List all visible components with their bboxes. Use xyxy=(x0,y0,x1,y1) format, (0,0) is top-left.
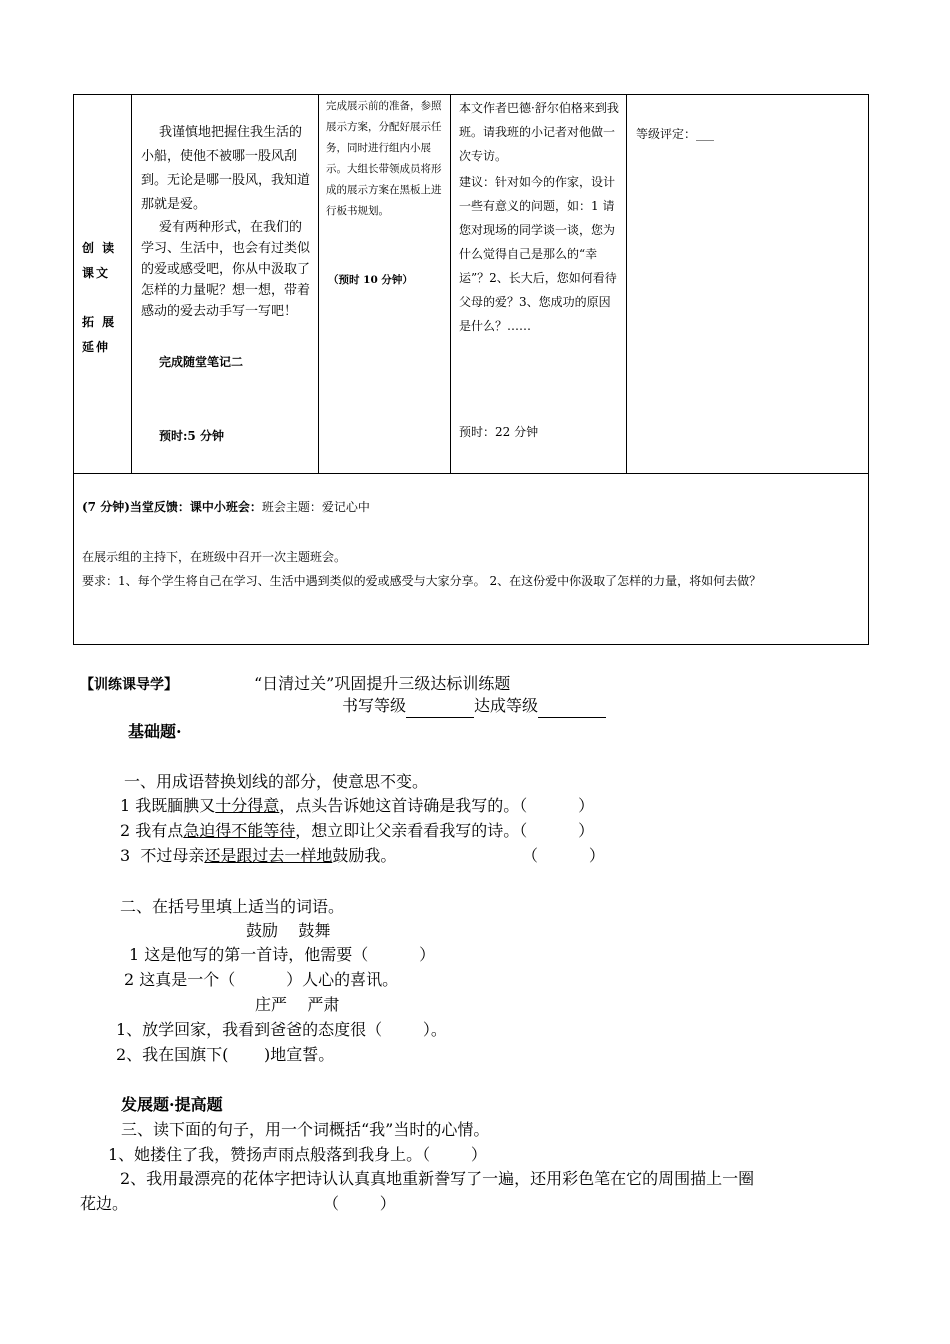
grade-line xyxy=(342,694,606,718)
answer-paren[interactable]: （ ） xyxy=(323,1194,396,1213)
basic-section-heading: 基础题· xyxy=(128,722,182,741)
table-col-divider xyxy=(626,94,627,474)
time-estimate: 预时:5 分钟 xyxy=(159,429,224,443)
question-title: 三、读下面的句子，用一个词概括“我”当时的心情。 xyxy=(121,1120,490,1139)
question-item: 1 这是他写的第一首诗，他需要（ ） xyxy=(129,945,436,964)
item-text: 鼓励我。 xyxy=(332,846,397,865)
group-prep-text: 完成展示前的准备，参照展示方案，分配好展示任务，同时进行组内小展示。大组长带领成员将形成的展示方案在黑板上进行板书规划。 xyxy=(326,100,442,217)
item-text: ，想立即让父亲看看我写的诗。（ ） xyxy=(295,821,595,840)
training-label: 【训练课导学】 xyxy=(80,677,178,693)
side-label-line: 拓 展 xyxy=(82,315,117,329)
time-estimate: （预时 10 分钟） xyxy=(328,274,413,286)
interview-suggestion: 建议：针对如今的作家，设计一些有意义的问题，如：1 请您对现场的同学谈一谈，您为什么觉得自己是那么的“幸运”？2、长大后，您如何看待父母的爱？3、您成功的原因是什么？…… xyxy=(459,175,617,333)
side-label-line: 创 读 xyxy=(82,241,117,255)
table-col-divider xyxy=(131,94,132,474)
table-right-border xyxy=(868,94,869,645)
item-text: ，点头告诉她这首诗确是我写的。（ ） xyxy=(279,796,595,815)
feedback-instruction: 在展示组的主持下，在班级中召开一次主题班会。 xyxy=(82,550,347,564)
side-label xyxy=(82,236,128,360)
training-title: “日清过关”巩固提升三级达标训练题 xyxy=(254,674,511,693)
question-item xyxy=(120,844,396,868)
question-item-continued: 花边。 xyxy=(80,1194,129,1213)
achieve-grade-blank[interactable] xyxy=(538,701,606,718)
achieve-grade-label: 达成等级 xyxy=(474,696,539,715)
writing-prompt: 爱有两种形式，在我们的学习、生活中，也会有过类似的爱或感受吧，你从中汲取了怎样的力量呢？想一想，带着感动的爱去动手写一写吧！ xyxy=(141,220,311,319)
question-item: 2、我在国旗下( )地宣誓。 xyxy=(116,1045,335,1064)
answer-paren[interactable]: （ ） xyxy=(522,846,605,865)
time-estimate: 预时：22 分钟 xyxy=(459,425,539,439)
table-row-divider xyxy=(73,473,869,474)
table-bottom-border xyxy=(73,644,869,645)
feedback-lead: (7 分钟)当堂反馈：课中小班会： xyxy=(82,500,262,514)
question-item: 2、我用最漂亮的花体字把诗认认真真地重新誊写了一遍，还用彩色笔在它的周围描上一圈 xyxy=(120,1169,755,1188)
question-item: 2 这真是一个（ ）人心的喜讯。 xyxy=(124,970,399,989)
feedback-heading xyxy=(82,495,370,519)
feedback-topic: 班会主题：爱记心中 xyxy=(261,500,370,514)
item-text: 3 不过母亲 xyxy=(120,846,205,865)
reading-paragraph: 我谨慎地把握住我生活的小船，使他不被哪一股风刮到。无论是哪一股风，我知道那就是爱。 xyxy=(141,125,311,212)
table-col-divider xyxy=(450,94,451,474)
question-item xyxy=(120,794,594,818)
underlined-phrase: 还是跟过去一样地 xyxy=(204,846,333,865)
question-title: 一、用成语替换划线的部分，使意思不变。 xyxy=(124,772,429,791)
advanced-section-heading: 发展题·提高题 xyxy=(121,1095,223,1114)
word-choices: 庄严 严肃 xyxy=(255,995,340,1014)
side-label-line: 课文 xyxy=(82,266,111,280)
grade-evaluation: 等级评定：___ xyxy=(636,127,715,141)
question-title: 二、在括号里填上适当的词语。 xyxy=(120,897,345,916)
writing-grade-blank[interactable] xyxy=(406,701,474,718)
table-top-border xyxy=(73,94,869,95)
table-left-border xyxy=(73,94,74,645)
writing-grade-label: 书写等级 xyxy=(342,696,407,715)
item-text: 2 我有点 xyxy=(120,821,184,840)
question-item: 1、放学回家，我看到爸爸的态度很（ ）。 xyxy=(116,1020,447,1039)
feedback-requirement: 要求：1、每个学生将自己在学习、生活中遇到类似的爱或感受与大家分享。 2、在这份爱中你汲取了怎样的力量，将如何去做？ xyxy=(82,574,762,588)
word-choices: 鼓励 鼓舞 xyxy=(246,921,331,940)
underlined-phrase: 急迫得不能等待 xyxy=(183,821,296,840)
interview-task: 本文作者巴德·舒尔伯格来到我班。请我班的小记者对他做一次专访。 xyxy=(459,101,619,163)
underlined-phrase: 十分得意 xyxy=(215,796,280,815)
item-text: 1 我既腼腆又 xyxy=(120,796,216,815)
question-item xyxy=(120,819,594,843)
table-col-divider xyxy=(318,94,319,474)
question-item: 1、她搂住了我，赞扬声雨点般落到我身上。（ ） xyxy=(108,1145,487,1164)
side-label-line: 延伸 xyxy=(82,340,111,354)
class-note-task: 完成随堂笔记二 xyxy=(159,355,244,369)
